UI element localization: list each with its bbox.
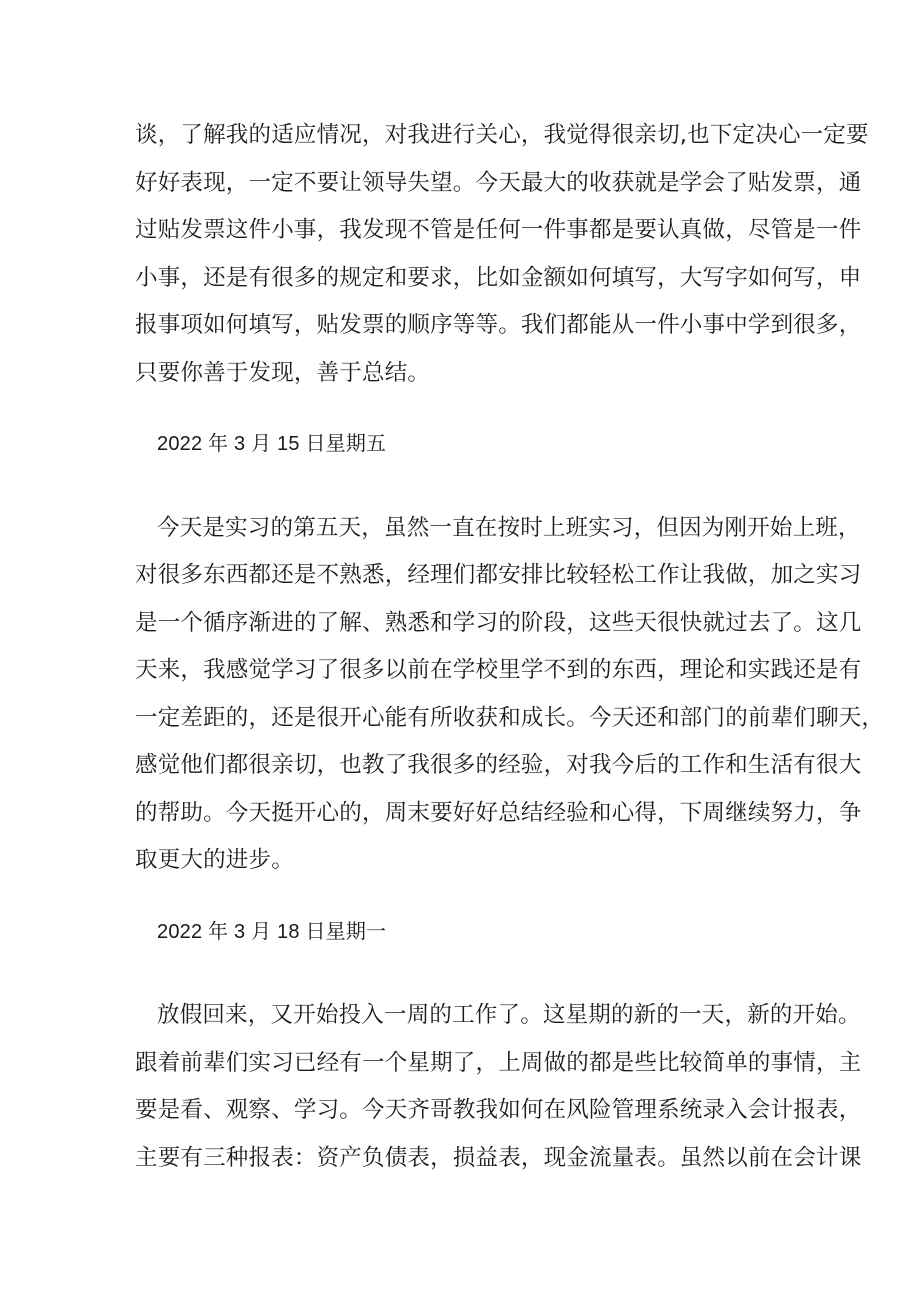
text-line: 对很多东西都还是不熟悉，经理们都安排比较轻松工作让我做，加之实习	[135, 562, 862, 588]
text-line: 过贴发票这件小事，我发现不管是任何一件事都是要认真做，尽管是一件	[135, 217, 862, 243]
text-line: 谈，了解我的适应情况，对我进行关心，我觉得很亲切,也下定决心一定要	[135, 122, 869, 148]
text-line: 好好表现，一定不要让领导失望。今天最大的收获就是学会了贴发票，通	[135, 169, 862, 196]
spacer	[135, 885, 795, 909]
spacer	[135, 469, 795, 505]
text-line: 感觉他们都很亲切，也教了我很多的经验，对我今后的工作和生活有很大	[135, 752, 862, 778]
document-body	[135, 112, 885, 1182]
text-line: 天来，我感觉学习了很多以前在学校里学不到的东西，理论和实践还是有	[135, 657, 862, 683]
entry-date-heading: 2022 年 3 月 15 日星期五	[157, 433, 387, 455]
text-line: 小事，还是有很多的规定和要求，比如金额如何填写，大写字如何写，申	[135, 264, 862, 291]
entry-paragraph-3	[135, 992, 862, 1182]
text-line: 跟着前辈们实习已经有一个星期了，上周做的都是些比较简单的事情，主	[135, 1049, 862, 1076]
text-line: 一定差距的，还是很开心能有所收获和成长。今天还和部门的前辈们聊天，	[135, 704, 885, 731]
text-line: 要是看、观察、学习。今天齐哥教我如何在风险管理系统录入会计报表，	[135, 1097, 862, 1123]
entry-paragraph-1	[135, 112, 869, 397]
text-line: 的帮助。今天挺开心的，周末要好好总结经验和心得，下周继续努力，争	[135, 799, 862, 826]
spacer	[135, 397, 795, 421]
text-line: 只要你善于发现，善于总结。	[135, 359, 431, 386]
entry-paragraph-2	[135, 505, 885, 885]
text-line: 主要有三种报表：资产负债表，损益表，现金流量表。虽然以前在会计课	[135, 1144, 862, 1171]
text-line: 放假回来，又开始投入一周的工作了。这星期的新的一天，新的开始。	[157, 1002, 861, 1028]
text-line: 今天是实习的第五天，虽然一直在按时上班实习，但因为刚开始上班，	[157, 514, 861, 541]
text-line: 取更大的进步。	[135, 847, 294, 873]
text-line: 是一个循序渐进的了解、熟悉和学习的阶段，这些天很快就过去了。这几	[135, 609, 862, 636]
spacer	[135, 956, 795, 992]
entry-date-heading: 2022 年 3 月 18 日星期一	[157, 920, 387, 943]
text-line: 报事项如何填写，贴发票的顺序等等。我们都能从一件小事中学到很多，	[135, 312, 862, 338]
